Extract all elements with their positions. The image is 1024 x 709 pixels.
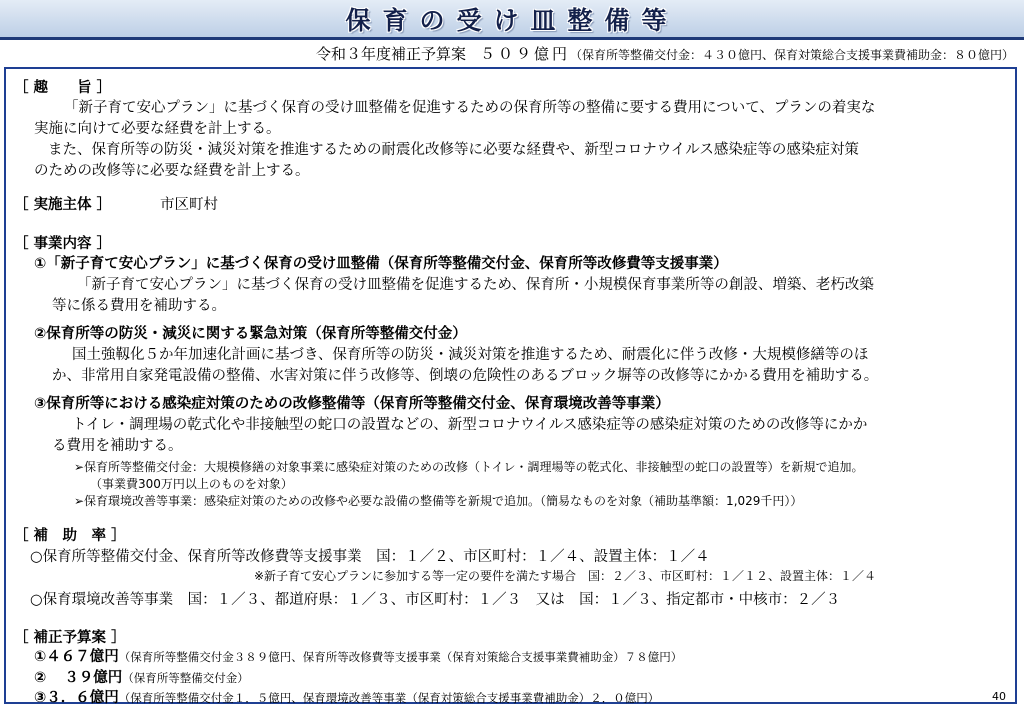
page-title: 保育の受け皿整備等 — [345, 5, 679, 35]
supplementary-index: ② — [34, 670, 47, 686]
content-heading: ［ 事業内容 ］ — [14, 236, 112, 252]
item3-note: ➢保育環境改善等事業：感染症対策のための改修や必要な設備の整備等を新規で追加。（簡易なものを対象（補助基準額：1,029千円）） — [74, 494, 803, 508]
subsidy-note: ※新子育て安心プランに参加する等一定の要件を満たす場合 国：２／３、市区町村：１／１２、設置主体：１／４ — [254, 569, 877, 583]
page-number: 40 — [992, 690, 1006, 703]
supplementary-detail: （保育所等整備交付金１．５億円、保育環境改善等事業（保育対策総合支援事業費補助金）２．０億円） — [118, 691, 660, 705]
purpose-heading: ［ 趣 旨 ］ — [14, 80, 112, 96]
item3-line: る費用を補助する。 — [52, 438, 183, 454]
item1-line: 「新子育て安心プラン」に基づく保育の受け皿整備を促進するため、保育所・小規模保育事業所等の創設、増築、老朽改築 — [77, 277, 874, 293]
supplementary-item — [34, 686, 659, 707]
implementer-heading: ［ 実施主体 ］ — [14, 197, 112, 213]
item3-note: ➢保育所等整備交付金：大規模修繕の対象事業に感染症対策のための改修（トイレ・調理場等の乾式化、非接触型の蛇口の設置等）を新規で追加。 — [74, 460, 864, 474]
supplementary-heading: ［ 補正予算案 ］ — [14, 630, 126, 646]
budget-amount: ５０９億円 — [479, 45, 570, 63]
purpose-line: 「新子育て安心プラン」に基づく保育の受け皿整備を促進するための保育所等の整備に要する費用について、プランの着実な — [64, 100, 876, 116]
item3-title: ③保育所等における感染症対策のための改修整備等（保育所等整備交付金、保育環境改善等事業） — [34, 396, 670, 412]
item3-line: トイレ・調理場の乾式化や非接触型の蛇口の設置などの、新型コロナウイルス感染症等の感染症対策のための改修等にかか — [72, 417, 868, 433]
item2-line: 国土強靱化５か年加速化計画に基づき、保育所等の防災・減災対策を推進するため、耐震化に伴う改修・大規模修繕等のほ — [72, 347, 869, 363]
budget-summary — [316, 43, 1014, 64]
subsidy-line: ○保育所等整備交付金、保育所等改修費等支援事業 国：１／２、市区町村：１／４、設置主体：１／４ — [30, 549, 710, 565]
supplementary-detail: （保育所等整備交付金３８９億円、保育所等改修費等支援事業（保育対策総合支援事業費補助金）７８億円） — [118, 650, 683, 664]
item2-line: か、非常用自家発電設備の整備、水害対策に伴う改修等、倒壊の危険性のあるブロック塀等の改修等にかかる費用を補助する。 — [52, 368, 879, 384]
supplementary-index: ① — [34, 649, 47, 665]
purpose-line: のための改修等に必要な経費を計上する。 — [34, 163, 310, 179]
supplementary-item — [34, 645, 682, 666]
implementer-value: 市区町村 — [160, 197, 218, 213]
item2-title: ②保育所等の防災・減災に関する緊急対策（保育所等整備交付金） — [34, 326, 467, 342]
supplementary-amount: ３９億円 — [64, 670, 123, 686]
item1-line: 等に係る費用を補助する。 — [52, 298, 226, 314]
title-banner — [0, 0, 1024, 40]
subsidy-heading: ［ 補 助 率 ］ — [14, 528, 126, 544]
budget-label: 令和３年度補正予算案 — [315, 45, 466, 63]
purpose-line: また、保育所等の防災・減災対策を推進するための耐震化改修等に必要な経費や、新型コロナウイルス感染症等の感染症対策 — [48, 142, 859, 158]
supplementary-amount: ４６７億円 — [46, 649, 119, 665]
item3-note: （事業費300万円以上のものを対象） — [90, 477, 293, 491]
supplementary-detail: （保育所等整備交付金） — [122, 671, 249, 685]
item1-title: ①「新子育て安心プラン」に基づく保育の受け皿整備（保育所等整備交付金、保育所等改修費等支援事業） — [34, 256, 728, 272]
supplementary-index: ③ — [34, 690, 47, 706]
subsidy-line: ○保育環境改善等事業 国：１／３、都道府県：１／３、市区町村：１／３ 又は 国：１／３、指定都市・中核市：２／３ — [30, 592, 841, 608]
budget-detail: （保育所等整備交付金：４３０億円、保育対策総合支援事業費補助金：８０億円） — [569, 48, 1014, 62]
supplementary-item — [34, 666, 249, 687]
supplementary-amount: ３．６億円 — [46, 690, 119, 706]
purpose-line: 実施に向けて必要な経費を計上する。 — [34, 121, 281, 137]
